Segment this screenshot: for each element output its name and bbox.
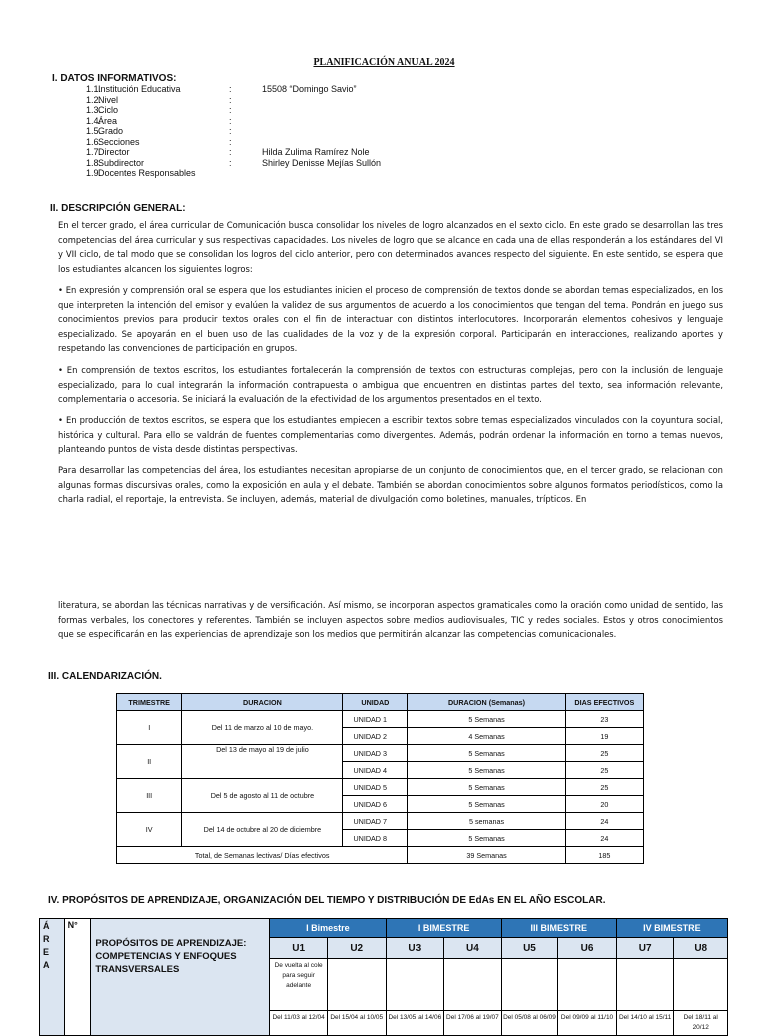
weeks-cell: 5 Semanas [408, 762, 565, 779]
trimester-duration: Del 14 de octubre al 20 de diciembre [182, 813, 343, 847]
unit-header: U4 [444, 938, 502, 959]
calendar-row [117, 745, 644, 762]
num-header: N° [64, 919, 91, 1036]
unit-cell: UNIDAD 8 [343, 830, 408, 847]
section-1-heading: I. DATOS INFORMATIVOS: [52, 73, 177, 84]
info-label: Secciones [98, 136, 140, 147]
info-label: Ciclo [98, 105, 119, 115]
info-sep: : [229, 84, 232, 94]
unit-cell: UNIDAD 3 [343, 745, 408, 762]
days-cell: 24 [565, 813, 643, 830]
info-num: 1.3. [86, 105, 102, 115]
unit-header: U3 [386, 938, 444, 959]
unit-title [558, 959, 617, 1011]
info-label: Docentes Responsables [98, 168, 196, 178]
unit-cell: UNIDAD 5 [343, 779, 408, 796]
unit-header: U5 [501, 938, 558, 959]
unit-title [444, 959, 502, 1011]
page-title: PLANIFICACIÓN ANUAL 2024 [313, 57, 455, 68]
unit-title [327, 959, 386, 1011]
weeks-cell: 5 Semanas [408, 779, 565, 796]
calendar-row [117, 779, 644, 796]
unit-header: U2 [327, 938, 386, 959]
unit-title [616, 959, 674, 1011]
unit-header: U1 [270, 938, 328, 959]
trimester-cell: IV [117, 813, 182, 847]
calendar-table [116, 693, 644, 864]
unit-title [386, 959, 444, 1011]
calendar-header: DURACION [182, 694, 343, 711]
info-num: 1.8. [86, 157, 102, 168]
section-3-heading: III. CALENDARIZACIÓN. [48, 671, 162, 682]
unit-cell: UNIDAD 2 [343, 728, 408, 745]
info-num: 1.4. [86, 115, 102, 126]
description-paragraph-1: En el tercer grado, el área curricular de Comunicación busca consolidar los niveles de logro alcanzados en el sexto ciclo. En este grado se desarrollan las tres competencias del área curricular y sus respectivas capacidades. Los niveles de logro que se alcance en cada una de ellas responderán a los estándares del VI y VII ciclo, de tal modo que se consolidan los logros del ciclo anterior, pero con determinados avances respecto del siguiente. En este sentido, se espera que los estudiantes alcancen los siguientes logros: [58, 220, 723, 274]
info-label: Nivel [98, 94, 119, 105]
unit-dates: Del 14/10 al 15/11 [616, 1011, 674, 1036]
info-value: 15508 “Domingo Savio” [262, 84, 357, 94]
trimester-cell: III [117, 779, 182, 813]
info-num: 1.9. [86, 168, 102, 178]
weeks-cell: 5 Semanas [408, 796, 565, 813]
info-sep: : [229, 105, 232, 115]
calendar-header: TRIMESTRE [117, 694, 182, 711]
weeks-cell: 4 Semanas [408, 728, 565, 745]
purposes-header: PROPÓSITOS DE APRENDIZAJE: COMPETENCIAS Y ENFOQUES TRANSVERSALES [91, 919, 270, 1036]
info-label: Institución Educativa [98, 84, 181, 94]
unit-dates: Del 15/04 al 10/05 [327, 1011, 386, 1036]
info-label: Área [98, 115, 118, 126]
info-num: 1.7. [86, 147, 102, 157]
days-cell: 25 [565, 762, 643, 779]
trimester-duration: Del 5 de agosto al 11 de octubre [182, 779, 343, 813]
trimester-duration: Del 13 de mayo al 19 de julio [182, 745, 343, 779]
unit-dates: Del 18/11 al 20/12 [674, 1011, 728, 1036]
days-cell: 25 [565, 779, 643, 796]
bimester-3-header: III BIMESTRE [501, 919, 616, 938]
unit-dates: Del 17/06 al 19/07 [444, 1011, 502, 1036]
days-cell: 19 [565, 728, 643, 745]
description-paragraph-5: Para desarrollar las competencias del área, los estudiantes necesitan apropiarse de un conjunto de conocimientos que, en el tercer grado, se relacionan con algunas formas discursivas orales, como la exposición en aula y el debate. También se abordan conocimientos sobre algunos formatos periodísticos, como la charla radial, el reportaje, la entrevista. Se incluyen, además, material de divulgación como boletines, manuales, trípticos. En [58, 465, 723, 504]
weeks-cell: 5 Semanas [408, 711, 565, 728]
unit-header: U8 [674, 938, 728, 959]
days-cell: 24 [565, 830, 643, 847]
total-days: 185 [565, 847, 643, 864]
bimester-4-header: IV BIMESTRE [616, 919, 727, 938]
unit-dates: Del 11/03 al 12/04 [270, 1011, 328, 1036]
unit-dates: Del 09/09 al 11/10 [558, 1011, 617, 1036]
info-num: 1.6. [86, 136, 102, 147]
info-sep: : [229, 157, 232, 168]
info-value: Shirley Denisse Mejías Sullón [262, 157, 382, 168]
section-2-heading: II. DESCRIPCIÓN GENERAL: [50, 203, 186, 214]
calendar-header: UNIDAD [343, 694, 408, 711]
info-label: Director [98, 147, 130, 157]
description-paragraph-4: • En producción de textos escritos, se espera que los estudiantes empiecen a escribir textos sobre temas especializados vinculados con la coyuntura social, histórica y cultural. Para ello se valdrán de fuentes complementarias como divergentes. Además, podrán ordenar la información en torno a temas nuevos, planteando puntos de vista desde distintas perspectivas. [58, 415, 723, 454]
bimester-1-header: I Bimestre [270, 919, 386, 938]
unit-header: U7 [616, 938, 674, 959]
info-num: 1.2. [86, 94, 102, 105]
description-paragraph-3: • En comprensión de textos escritos, los estudiantes fortalecerán la comprensión de textos con estructuras complejas, pero con la inclusión de lenguaje especializado, para lo cual integrarán la información contrapuesta o ambigua que encuentren en distintas partes del texto, sea información relevante, complementaria o accesoria. Se iniciará la evaluación de la efectividad de los argumentos presentados en el texto. [58, 365, 723, 404]
total-label: Total, de Semanas lectivas/ Días efectivos [117, 847, 408, 864]
weeks-cell: 5 Semanas [408, 830, 565, 847]
bimester-2-header: I BIMESTRE [386, 919, 501, 938]
unit-header: U6 [558, 938, 617, 959]
info-num: 1.1. [86, 84, 102, 94]
trimester-duration: Del 11 de marzo al 10 de mayo. [182, 711, 343, 745]
unit-dates: Del 05/08 al 06/09 [501, 1011, 558, 1036]
info-sep: : [229, 136, 232, 147]
info-sep: : [229, 94, 232, 105]
calendar-row [117, 813, 644, 830]
info-value: Hilda Zulima Ramírez Nole [262, 147, 370, 157]
info-num: 1.5. [86, 126, 102, 136]
unit-title: De vuelta al cole para seguir adelante [270, 959, 328, 1011]
weeks-cell: 5 Semanas [408, 745, 565, 762]
unit-cell: UNIDAD 1 [343, 711, 408, 728]
calendar-header: DIAS EFECTIVOS [565, 694, 643, 711]
days-cell: 20 [565, 796, 643, 813]
unit-cell: UNIDAD 6 [343, 796, 408, 813]
weeks-cell: 5 semanas [408, 813, 565, 830]
days-cell: 23 [565, 711, 643, 728]
unit-dates: Del 13/05 al 14/06 [386, 1011, 444, 1036]
info-sep: : [229, 115, 232, 126]
info-sep: : [229, 126, 232, 136]
calendar-total-row [117, 847, 644, 864]
trimester-cell: II [117, 745, 182, 779]
info-sep: : [229, 147, 232, 157]
unit-cell: UNIDAD 4 [343, 762, 408, 779]
calendar-row [117, 711, 644, 728]
description-paragraph-6: literatura, se abordan las técnicas narrativas y de versificación. Así mismo, se incorporan aspectos gramaticales como la oración como unidad de sentido, las formas verbales, los conectores y referentes. También se incluyen aspectos sobre medios audiovisuales, TIC y redes sociales. Estos y otros conocimientos que se especificarán en las experiencias de aprendizaje son los medios que permitirán alcanzar las competencias comunicacionales. [58, 600, 723, 639]
unit-title [501, 959, 558, 1011]
calendar-header: DURACION (Semanas) [408, 694, 565, 711]
area-header: Á R E A [40, 919, 65, 1036]
section-4-heading: IV. PROPÓSITOS DE APRENDIZAJE, ORGANIZACIÓN DEL TIEMPO Y DISTRIBUCIÓN DE EdAs EN EL AÑO ESCOLAR. [48, 895, 606, 906]
days-cell: 25 [565, 745, 643, 762]
info-label: Grado [98, 126, 124, 136]
total-weeks: 39 Semanas [408, 847, 565, 864]
purposes-table [39, 918, 728, 1036]
unit-title [674, 959, 728, 1011]
trimester-cell: I [117, 711, 182, 745]
description-paragraph-2: • En expresión y comprensión oral se espera que los estudiantes inicien el proceso de comprensión de textos donde se abordan temas especializados, en los que interpreten la intención del emisor y evalúen la validez de sus argumentos de acuerdo a los conocimientos que tengan del tema. Pondrán en juego sus conocimientos previos para producir textos orales con el fin de interactuar con distintos interlocutores. Incorporarán elementos cohesivos y lenguaje especializado. Se apoyarán en el buen uso de las cualidades de la voz y de la expresión corporal. Participarán en interacciones, realizando aportes y respetando las convenciones de participación en grupos. [58, 285, 723, 353]
info-label: Subdirector [98, 157, 145, 168]
unit-cell: UNIDAD 7 [343, 813, 408, 830]
